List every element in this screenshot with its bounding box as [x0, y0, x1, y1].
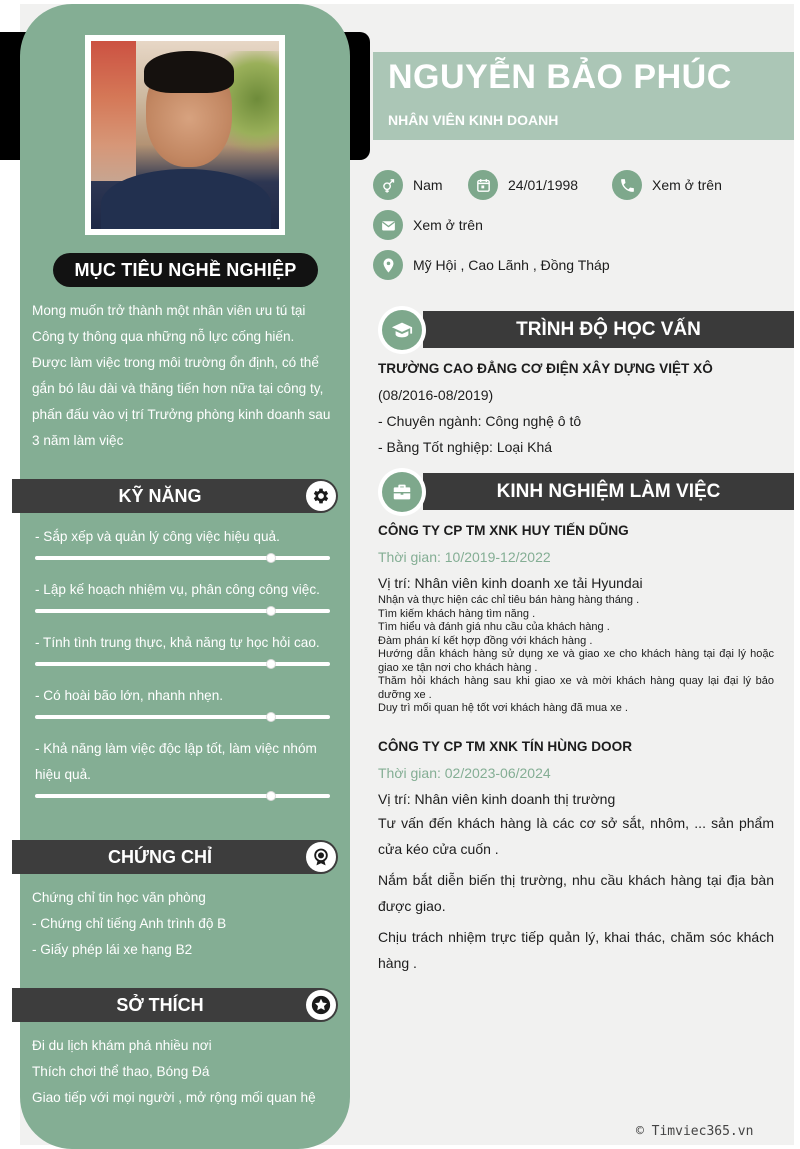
- profile-photo: [91, 41, 279, 229]
- duty-item: Nắm bắt diễn biến thị trường, nhu cầu khách hàng tại địa bàn được giao.: [378, 872, 774, 914]
- certificate-item: - Giấy phép lái xe hạng B2: [32, 942, 193, 957]
- experience-icon-badge: [378, 468, 426, 516]
- duty-item: Tư vấn đến khách hàng là các cơ sở sắt, nhôm, ... sản phẩm cửa kéo cửa cuốn .: [378, 815, 774, 857]
- job-position: Vị trí: Nhân viên kinh doanh xe tải Hyundai: [378, 575, 643, 591]
- company-name: CÔNG TY CP TM XNK HUY TIẾN DŨNG: [378, 523, 629, 538]
- duty-item: Duy trì mối quan hệ tốt vơi khách hàng đã mua xe .: [378, 702, 628, 714]
- career-goal-line: gắn bó lâu dài và thăng tiến hơn nữa tại công ty,: [32, 381, 324, 396]
- phone-info: [612, 170, 722, 200]
- job-2: [378, 734, 774, 812]
- skill-item: - Có hoài bão lớn, nhanh nhẹn.: [35, 688, 224, 703]
- email-value: Xem ở trên: [413, 217, 483, 233]
- education-period: (08/2016-08/2019): [378, 387, 494, 403]
- career-goal-title: MỤC TIÊU NGHỀ NGHIỆP: [53, 253, 318, 287]
- education-grade: - Bằng Tốt nghiệp: Loại Khá: [378, 439, 553, 455]
- education-details: [378, 356, 774, 460]
- phone-icon: [612, 170, 642, 200]
- duty-item: Hướng dẫn khách hàng sử dụng xe và giao xe cho khách hàng tại đại lý hoặc giao xe tận nơi cho khách hàng .: [378, 648, 774, 674]
- gender-value: Nam: [413, 177, 443, 193]
- job-1-duties: [378, 594, 774, 716]
- skill-item: - Lập kế hoạch nhiệm vụ, phân công công việc.: [35, 582, 320, 597]
- hobbies-header: [12, 988, 338, 1022]
- duty-item: Thăm hỏi khách hàng sau khi giao xe và mời khách hàng quay lại đại lý bảo dưỡng xe .: [378, 675, 774, 701]
- certificates-header: [12, 840, 338, 874]
- certificate-item: Chứng chỉ tin học văn phòng: [32, 890, 206, 905]
- career-goal-line: phấn đấu vào vị trí Trưởng phòng kinh doanh sau: [32, 407, 331, 422]
- briefcase-icon: [391, 481, 413, 503]
- skill-knob: [266, 606, 276, 616]
- duty-item: Chịu trách nhiệm trực tiếp quản lý, khai thác, chăm sóc khách hàng .: [378, 929, 774, 971]
- certificates-list: [32, 885, 342, 963]
- skills-header: [12, 479, 338, 513]
- job-time: Thời gian: 02/2023-06/2024: [378, 765, 551, 781]
- career-goal-text: [32, 298, 342, 454]
- job-1: [378, 518, 774, 596]
- job-position: Vị trí: Nhân viên kinh doanh thị trường: [378, 791, 616, 807]
- certificate-item: - Chứng chỉ tiếng Anh trình độ B: [32, 916, 227, 931]
- hobby-item: Thích chơi thể thao, Bóng Đá: [32, 1064, 210, 1079]
- education-major: - Chuyên ngành: Công nghệ ô tô: [378, 413, 582, 429]
- skill-bar: [35, 556, 330, 560]
- award-icon: [306, 842, 336, 872]
- career-goal-line: Được làm việc trong môi trường ổn định, có thể: [32, 355, 319, 370]
- email-icon: [373, 210, 403, 240]
- skill-item: - Sắp xếp và quản lý công việc hiệu quả.: [35, 529, 280, 544]
- skill-item: - Tính tình trung thực, khả năng tự học hỏi cao.: [35, 635, 320, 650]
- address-value: Mỹ Hội , Cao Lãnh , Đồng Tháp: [413, 257, 610, 273]
- gear-icon: [306, 481, 336, 511]
- birthday-value: 24/01/1998: [508, 177, 579, 193]
- career-goal-line: 3 năm làm việc: [32, 433, 124, 448]
- email-info: [373, 210, 483, 240]
- company-name: CÔNG TY CP TM XNK TÍN HÙNG DOOR: [378, 739, 633, 754]
- duty-item: Tìm kiếm khách hàng tìm năng .: [378, 607, 536, 620]
- graduation-cap-icon: [391, 319, 413, 341]
- location-icon: [373, 250, 403, 280]
- duty-item: Tìm hiểu và đánh giá nhu cầu của khách hàng .: [378, 621, 610, 633]
- skill-bar: [35, 662, 330, 666]
- experience-header: KINH NGHIỆM LÀM VIỆC: [423, 473, 794, 510]
- skill-bar: [35, 715, 330, 719]
- duty-item: Đàm phán kí kết hợp đồng với khách hàng .: [378, 634, 593, 647]
- school-name: TRƯỜNG CAO ĐẲNG CƠ ĐIỆN XÂY DỰNG VIỆT XÔ: [378, 361, 713, 376]
- job-2-duties: [378, 810, 774, 976]
- job-title: NHÂN VIÊN KINH DOANH: [388, 112, 559, 128]
- gender-icon: [373, 170, 403, 200]
- skill-bar: [35, 609, 330, 613]
- certificates-title: CHỨNG CHỈ: [108, 847, 212, 867]
- gender-info: [373, 170, 443, 200]
- skill-knob: [266, 791, 276, 801]
- job-time: Thời gian: 10/2019-12/2022: [378, 549, 551, 565]
- phone-value: Xem ở trên: [652, 177, 722, 193]
- footer-credit: © Timviec365.vn: [636, 1124, 754, 1139]
- skill-item: - Khả năng làm việc độc lập tốt, làm việc nhóm hiệu quả.: [35, 741, 317, 782]
- skill-bar: [35, 794, 330, 798]
- career-goal-line: Công ty thông qua những nỗ lực cống hiến.: [32, 329, 295, 344]
- career-goal-line: Mong muốn trở thành một nhân viên ưu tú tại: [32, 303, 306, 318]
- education-icon-badge: [378, 306, 426, 354]
- skill-knob: [266, 712, 276, 722]
- star-icon: [306, 990, 336, 1020]
- birthday-info: [468, 170, 578, 200]
- name-header: [373, 52, 794, 140]
- hobbies-title: SỞ THÍCH: [116, 995, 204, 1015]
- education-header: TRÌNH ĐỘ HỌC VẤN: [423, 311, 794, 348]
- skill-knob: [266, 553, 276, 563]
- full-name: NGUYỄN BẢO PHÚC: [388, 58, 732, 96]
- hobbies-list: [32, 1033, 342, 1111]
- duty-item: Nhận và thực hiện các chỉ tiêu bán hàng hàng tháng .: [378, 594, 640, 606]
- address-info: [373, 250, 610, 280]
- avatar: [85, 35, 285, 235]
- hobby-item: Giao tiếp với mọi người , mở rộng mối quan hệ: [32, 1090, 316, 1105]
- calendar-icon: [468, 170, 498, 200]
- hobby-item: Đi du lịch khám phá nhiều nơi: [32, 1038, 212, 1053]
- skills-title: KỸ NĂNG: [118, 486, 202, 506]
- skill-knob: [266, 659, 276, 669]
